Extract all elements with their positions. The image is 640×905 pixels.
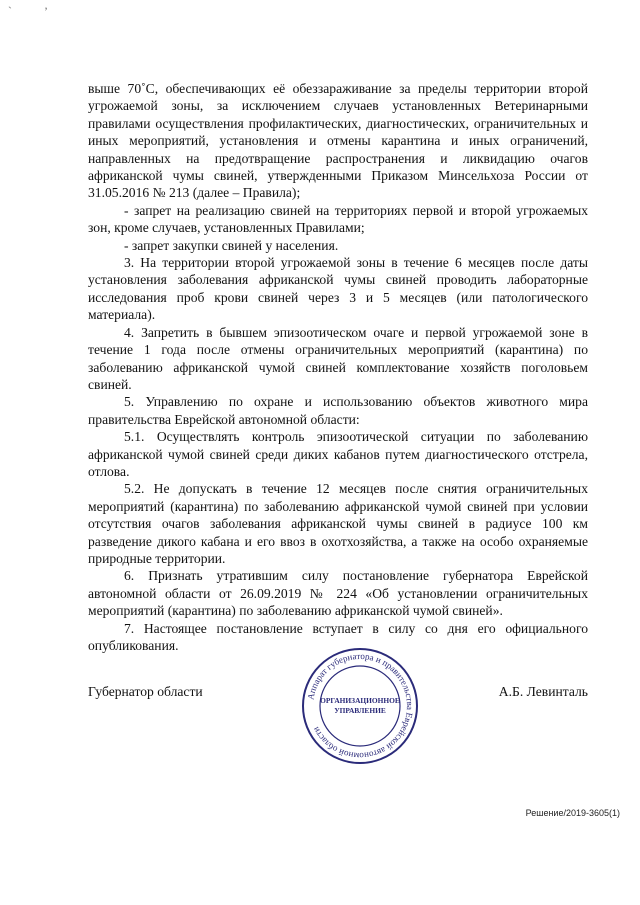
official-stamp (300, 646, 420, 766)
paragraph-ban-purchase: - запрет закупки свиней у населения. (124, 237, 339, 253)
paragraph-5-2: 5.2. Не допускать в течение 12 месяцев после снятия ограничительных мероприятий (карантина) по заболеванию африканской чумой свиней при условии отсутствия очагов заболевания африканской чумы свиней в радиусе 100 км разведение дикого кабана и его ввоз в охотхозяйства, а также на особо охраняемые природные территории. (88, 481, 588, 566)
document-reference-number: Решение/2019-3605(1) (525, 808, 620, 818)
paragraph-ban-sale: - запрет на реализацию свиней на территориях первой и второй угрожаемых зон, кроме случаев, установленных Правилами; (88, 202, 588, 236)
paragraph-5-1: 5.1. Осуществлять контроль эпизоотической ситуации по заболеванию африканской чумой свиней среди диких кабанов путем диагностического отстрела, отлова. (88, 429, 588, 479)
document-body (88, 80, 588, 654)
paragraph-5: 5. Управлению по охране и использованию объектов животного мира правительства Еврейской автономной области: (88, 394, 588, 427)
paragraph-3: 3. На территории второй угрожаемой зоны в течение 6 месяцев после даты установления заболевания африканской чумы свиней проводить лабораторные исследования проб крови свиней через 3 и 5 месяцев (или патологического материала). (88, 255, 588, 323)
scan-mark: ` (8, 4, 12, 18)
stamp-seal-icon (300, 646, 420, 766)
paragraph-continuation: выше 70˚С, обеспечивающих её обеззараживание за пределы территории второй угрожаемой зоны, за исключением случаев установленных Ветеринарными правилами осуществления профилактических, диагностических, ограничительных и иных мероприятий, установления и отмены карантина и иных ограничений, направленных на предотвращение распространения и ликвидацию очагов африканской чумы свиней, утвержденными Приказом Минсельхоза России от 31.05.2016 № 213 (далее – Правила); (88, 81, 588, 201)
scan-mark: ’ (44, 4, 48, 18)
signer-position: Губернатор области (88, 684, 203, 699)
stamp-center-line1: ОРГАНИЗАЦИОННОЕ (320, 696, 400, 705)
paragraph-7: 7. Настоящее постановление вступает в силу со дня его официального опубликования. (88, 620, 588, 653)
paragraph-4: 4. Запретить в бывшем эпизоотическом очаге и первой угрожаемой зоне в течение 1 года после отмены ограничительных мероприятий (карантина) по заболеванию африканской чумой свиней комплектование хозяйств поголовьем свиней. (88, 324, 588, 392)
signer-name: А.Б. Левинталь (498, 684, 588, 699)
stamp-center-line2: УПРАВЛЕНИЕ (334, 706, 386, 715)
stamp-ring-text: Аппарат губернатора и правительства Еврейской автономной области (305, 650, 416, 762)
paragraph-6: 6. Признать утратившим силу постановление губернатора Еврейской автономной области от 26.09.2019 № 224 «Об установлении ограничительных мероприятий (карантина) по заболеванию африканской чумой свиней». (88, 568, 588, 619)
